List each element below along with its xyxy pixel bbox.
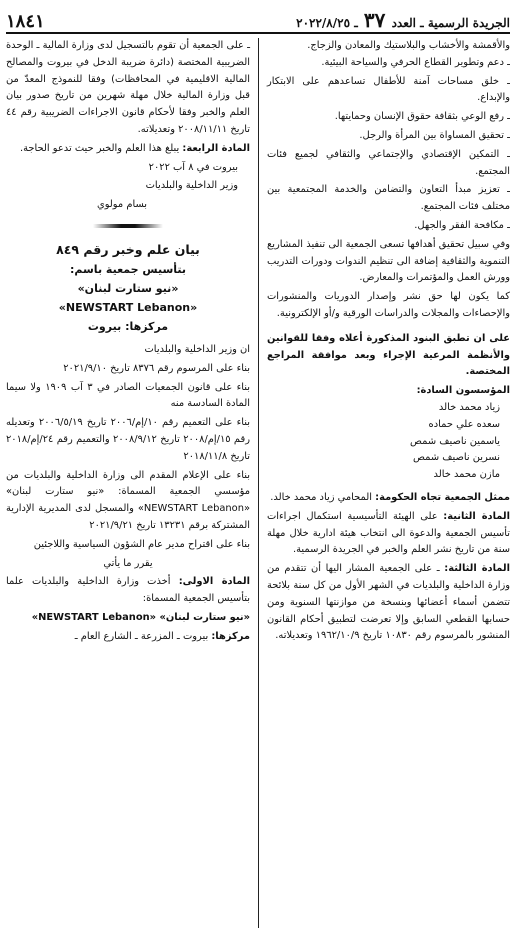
address-label: مركزها: [211,630,250,642]
publish-paragraph: كما يكون لها حق نشر وإصدار الدوريات والمنشورات والإحصاءات والمجلات والدراسات الورقية و/أو الإلكترونية. [267,291,510,319]
section-divider [93,224,163,228]
association-address [6,629,250,646]
legal-basis: بناء على المرسوم رقم ٨٣٧٦ تاريخ ٢٠٢١/٩/١٠ [63,362,250,374]
association-seat [6,317,250,336]
article-4-label: المادة الرابعة: [182,142,250,154]
association-name-ar: «نيو ستارت لبنان» [77,281,179,295]
government-representative [267,490,510,507]
page-number: ١٨٤١ [6,11,45,32]
columns [6,38,510,928]
seat-label: مركزها: [125,319,169,333]
goal-item: ـ مكافحة الفقر والجهل. [414,219,510,231]
legal-basis: بناء على اقتراح مدير عام الشؤون السياسية واللاجئين [33,538,250,550]
notice-title: بيان علم وخبر رقم ٨٤٩ [56,241,200,257]
notice-subtitle: بتأسيس جمعية باسم: [69,262,187,276]
right-column [258,38,510,928]
article-2-text: على الهيئة التأسيسية استكمال اجراءات تأسيس الجمعية والدعوة الى انتخاب هيئة ادارية خلال مهلة سنة من تاريخ نشر العلم والخبر في الجريدة الرسمية. [267,510,510,556]
founder-name: سعده علي حماده [428,418,500,430]
founder-name: نسرين ناصيف شمص [413,452,500,464]
minister-intro: ان وزير الداخلية والبلديات [144,343,250,355]
means-paragraph: وفي سبيل تحقيق أهدافها تسعى الجمعية الى تنفيذ المشاريع التنموية والثقافية إضافة الى تنظيم الندوات ودورات التدريب وورش العمل والمؤتمرات والمعارض. [267,238,510,284]
tax-registration-paragraph: ـ على الجمعية أن تقوم بالتسجيل لدى وزارة المالية ـ الوحدة الضريبية المختصة (دائرة ضريبة الدخل في بيروت والمصالح المالية الاقليمية في المحافظات) وفقا للنموذج المعدّ من قبل وزارة المالية خلال مهلة شهرين من تاريخ صدور بيان العلم والخبر وفقا لأحكام قانون الاجراءات الضريبية رقم ٤٤ تاريخ ٢٠٠٨/١١/١١ وتعديلاته. [6,40,250,135]
article-3-text: ـ على الجمعية المشار اليها أن تتقدم من وزارة الداخلية والبلديات في الشهر الأول من كل سنة بلائحة تتضمن أسماء أعضائها وبنسخة من موازنتها السنوية ومن حسابها القطعي السابق وإلا تعرضت لتطبيق أحكام القانون المنشور بالمرسوم رقم ١٠٨٣٠ تاريخ ١٩٦٢/١٠/٩ وتعديلاته. [267,563,510,642]
goal-item: ـ التمكين الإقتصادي والإجتماعي والثقافي لجميع فئات المجتمع. [267,148,510,177]
founder-name: مازن محمد خالد [433,469,500,481]
page-header [6,6,510,34]
article-4-text: يبلغ هذا العلم والخبر حيث تدعو الحاجة. [19,142,180,154]
issue-number: ٣٧ [363,8,386,32]
article-2-label: المادة الثانية: [443,510,510,522]
seat-value: بيروت [87,319,122,333]
representative-label: ممثل الجمعية تجاه الحكومة: [375,491,510,503]
left-column [6,38,258,928]
issue-date: ـ ٢٠٢٢/٨/٢٥ [296,16,358,30]
goal-item: ـ تعزيز مبدأ التعاون والتضامن والخدمة المجتمعية بين مختلف فئات المجتمع. [267,184,510,213]
representative-text: المحامي زياد محمد خالد. [270,491,372,503]
continued-text: والأقمشة والأخشاب والبلاستيك والمعادن والزجاج. [307,40,510,51]
goal-item: ـ رفع الوعي بثقافة حقوق الإنسان وحمايتها. [334,111,510,123]
article-3-label: المادة الثالثة: [444,563,510,575]
legal-basis: بناء على قانون الجمعيات الصادر في ٣ آب ١٩٠٩ ولا سيما المادة السادسة منه [6,381,251,410]
legal-basis: بناء على التعميم رقم ١٠/إم/٢٠٠٦ تاريخ ٢٠٠٦/٥/١٩ وتعديله رقم ١٥/إم/٢٠٠٨ تاريخ ٢٠٠٨/٩/١٢ والتعميم رقم ٢٤/إم/٢٠١٨ تاريخ ٢٠١٨/١١/٨ [6,417,250,462]
goal-item: ـ دعم وتطوير القطاع الحرفي والسياحة البيئية. [321,56,510,68]
article-1 [6,574,250,608]
gazette-name: الجريدة الرسمية ـ العدد [391,16,510,30]
goal-item: ـ تحقيق المساواة بين المرأة والرجل. [359,129,510,141]
signature-title: وزير الداخلية والبلديات [145,180,238,192]
article-1-name: «نيو ستارت لبنان» «NEWSTART Lebanon» [31,611,250,623]
article-1-label: المادة الاولى: [178,576,251,588]
article-1-text: أخذت وزارة الداخلية والبلديات علما بتأسيس الجمعية المسماة: [6,576,250,605]
article-3 [267,561,510,645]
apply-paragraph: على ان تطبق البنود المذكورة أعلاه وفقا للقوانين والأنظمة المرعية الإجراء وبعد موافقة المراجع المختصة. [267,332,510,378]
founder-name: زياد محمد خالد [438,401,500,413]
association-name-en: «NEWSTART Lebanon» [58,300,198,314]
article-2 [267,509,510,559]
legal-basis: بناء على الإعلام المقدم الى وزارة الداخلية والبلديات من مؤسسي الجمعية المسماة: «نيو ستارت لبنان» «NEWSTART Lebanon» والمسجل لدى المديرية الإدارية المشتركة برقم ١٣٢٣١ تاريخ ٢٠٢١/٩/٢١ [6,469,251,531]
signature-name: بسام مولوي [96,199,148,211]
gazette-title [296,8,510,32]
address-value: بيروت ـ المزرعة ـ الشارع العام ـ [74,630,209,642]
founders-label: المؤسسون السادة: [416,385,510,397]
decision-heading: يقرر ما يأتي [103,557,153,569]
signature-block [6,160,250,214]
goal-item: ـ خلق مساحات آمنة للأطفال تساعدهم على الابتكار والإبداع. [267,75,510,104]
article-4 [6,141,250,158]
signature-date: بيروت في ٨ آب ٢٠٢٢ [148,161,238,173]
founder-name: ياسمين ناصيف شمص [410,435,500,447]
